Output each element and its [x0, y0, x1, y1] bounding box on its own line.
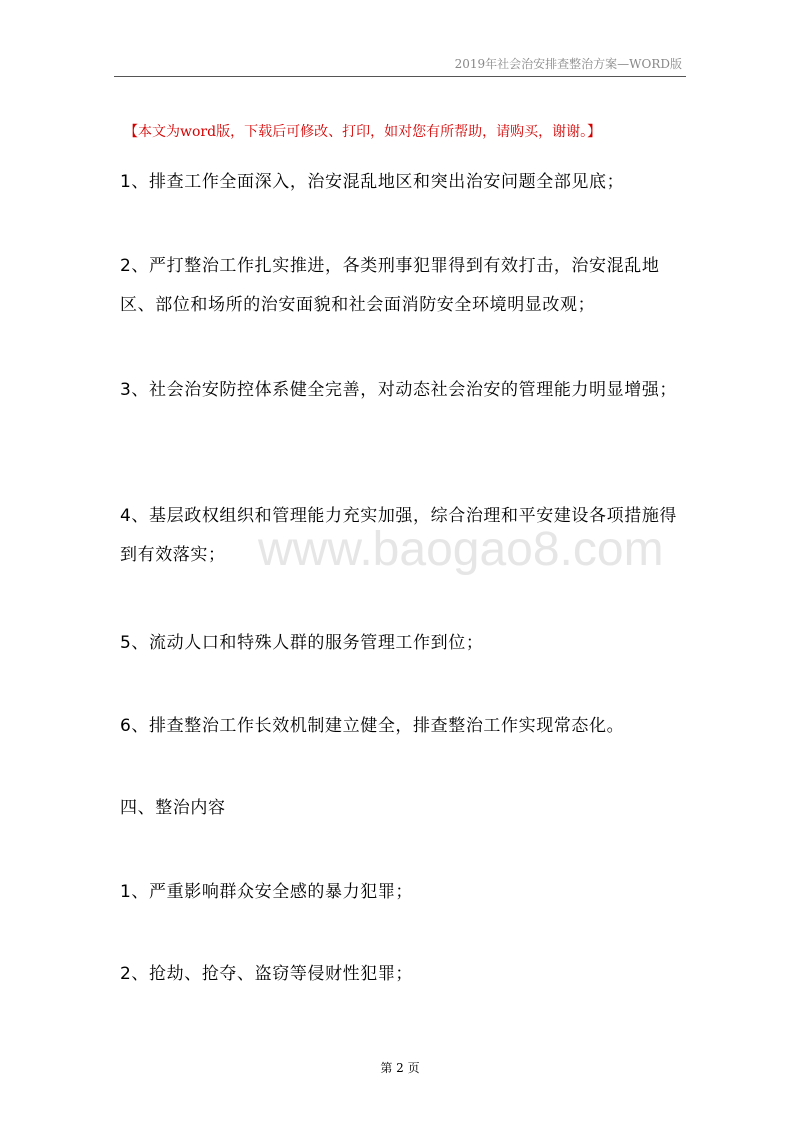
paragraph-goal-1: 1、排查工作全面深入，治安混乱地区和突出治安问题全部见底； [120, 172, 625, 192]
header-title: 2019年社会治安排查整治方案—WORD版 [454, 57, 682, 71]
section-heading: 四、整治内容 [120, 798, 226, 818]
paragraph-goal-2: 2、严打整治工作扎实推进，各类刑事犯罪得到有效打击，治安混乱地区、部位和场所的治安面貌和社会面消防安全环境明显改观； [120, 256, 660, 315]
paragraph-goal-3: 3、社会治安防控体系健全完善，对动态社会治安的管理能力明显增强； [120, 380, 678, 400]
paragraph-goal-5: 5、流动人口和特殊人群的服务管理工作到位； [120, 633, 484, 653]
paragraph-goal-4: 4、基层政权组织和管理能力充实加强，综合治理和平安建设各项措施得到有效落实； [120, 506, 678, 565]
purchase-notice: 【本文为word版，下载后可修改、打印，如对您有所帮助，请购买，谢谢。】 [124, 124, 602, 140]
page-header [114, 52, 686, 77]
paragraph-goal-6: 6、排查整治工作长效机制建立健全，排查整治工作实现常态化。 [120, 716, 625, 736]
page-number: 第 2 页 [380, 1061, 420, 1075]
paragraph-content-1: 1、严重影响群众安全感的暴力犯罪； [120, 882, 414, 902]
watermark: www.baogao8.com [258, 523, 664, 576]
paragraph-content-2: 2、抢劫、抢夺、盗窃等侵财性犯罪； [120, 964, 414, 984]
